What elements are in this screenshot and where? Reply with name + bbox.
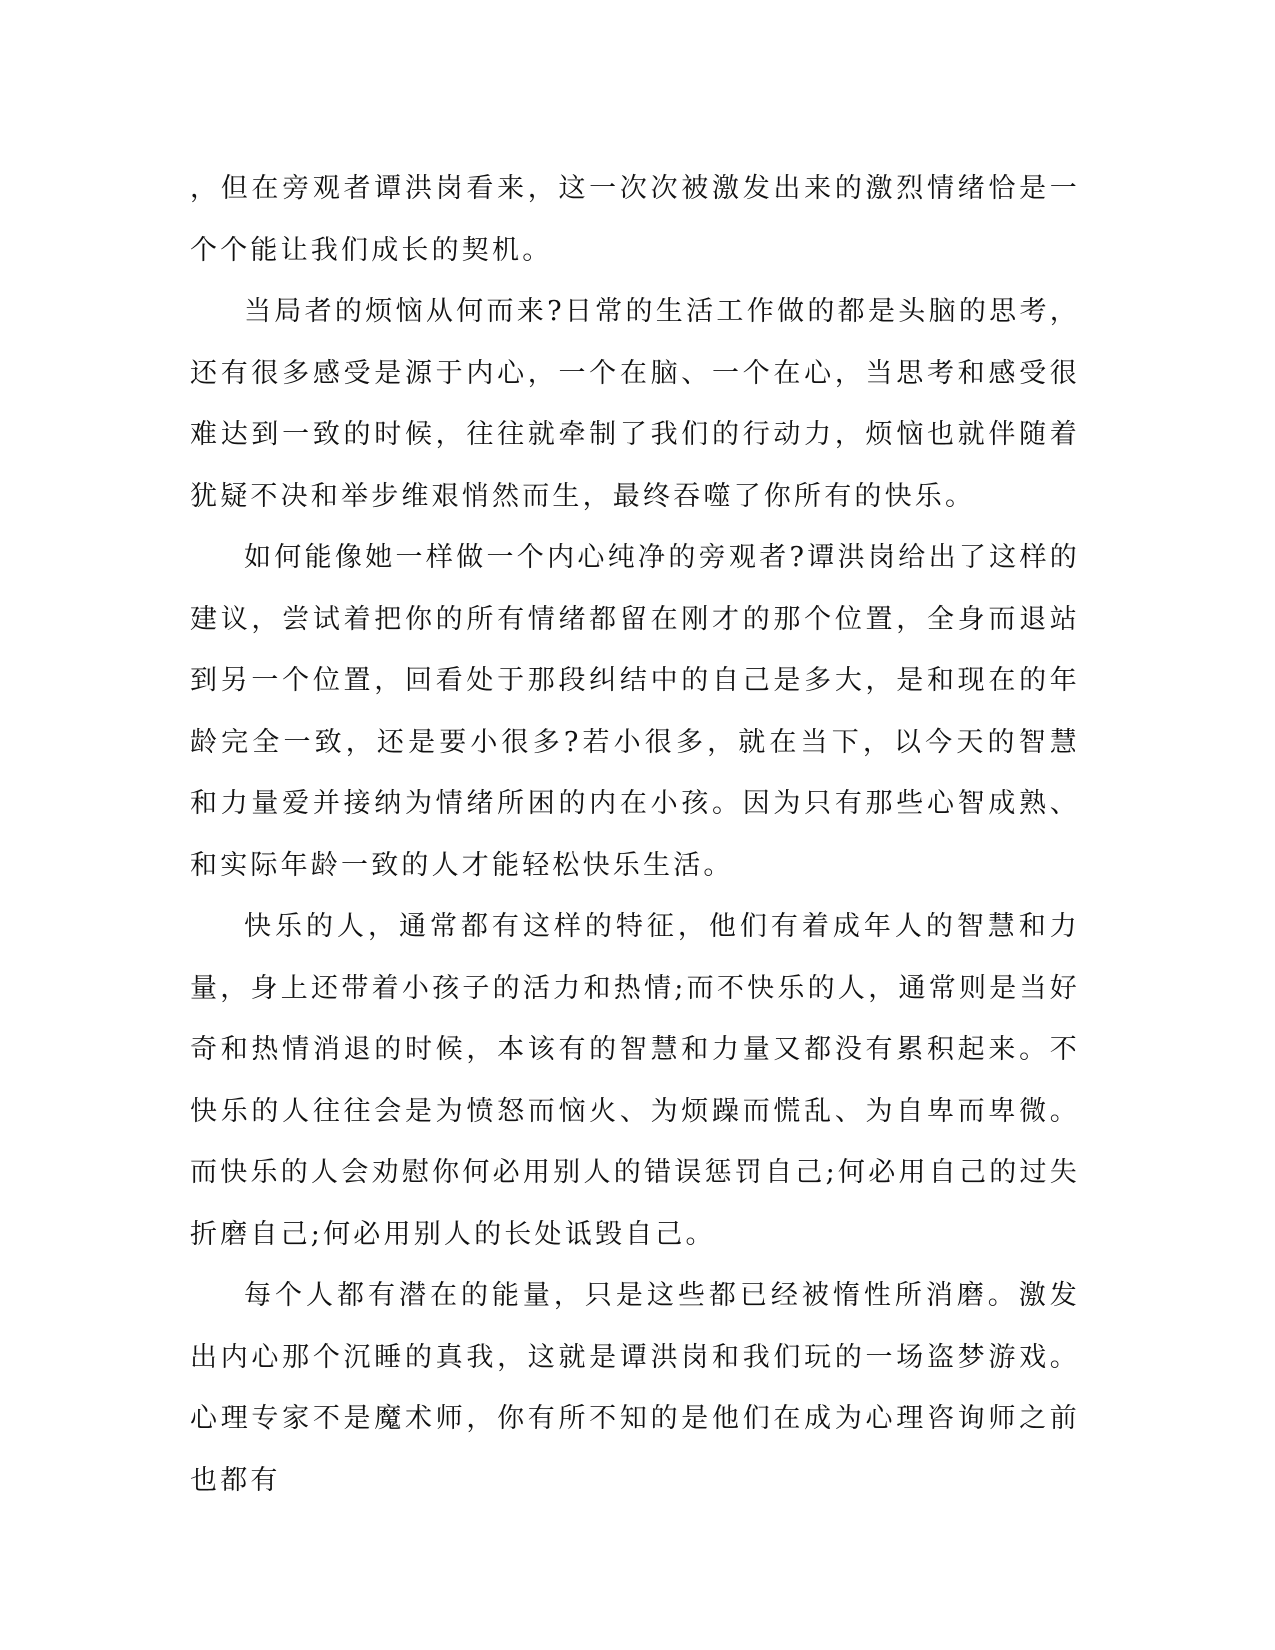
paragraph-4: 快乐的人，通常都有这样的特征，他们有着成年人的智慧和力量，身上还带着小孩子的活力和热情;而不快乐的人，通常则是当好奇和热情消退的时候，本该有的智慧和力量又都没有累积起来。不快乐的人往往会是为愤怒而恼火、为烦躁而慌乱、为自卑而卑微。而快乐的人会劝慰你何必用别人的错误惩罚自己;何必用自己的过失折磨自己;何必用别人的长处诋毁自己。	[190, 911, 1080, 1250]
paragraph-3: 如何能像她一样做一个内心纯净的旁观者?谭洪岗给出了这样的建议，尝试着把你的所有情绪都留在刚才的那个位置，全身而退站到另一个位置，回看处于那段纠结中的自己是多大，是和现在的年龄完全一致，还是要小很多?若小很多，就在当下，以今天的智慧和力量爱并接纳为情绪所困的内在小孩。因为只有那些心智成熟、和实际年龄一致的人才能轻松快乐生活。	[190, 542, 1080, 881]
body-text	[190, 158, 1080, 1511]
paragraph-2: 当局者的烦恼从何而来?日常的生活工作做的都是头脑的思考，还有很多感受是源于内心，一个在脑、一个在心，当思考和感受很难达到一致的时候，往往就牵制了我们的行动力，烦恼也就伴随着犹疑不决和举步维艰悄然而生，最终吞噬了你所有的快乐。	[190, 296, 1080, 512]
paragraph-1: ，但在旁观者谭洪岗看来，这一次次被激发出来的激烈情绪恰是一个个能让我们成长的契机。	[190, 173, 1080, 266]
paragraph-5: 每个人都有潜在的能量，只是这些都已经被惰性所消磨。激发出内心那个沉睡的真我，这就是谭洪岗和我们玩的一场盗梦游戏。心理专家不是魔术师，你有所不知的是他们在成为心理咨询师之前也都有	[190, 1280, 1080, 1496]
